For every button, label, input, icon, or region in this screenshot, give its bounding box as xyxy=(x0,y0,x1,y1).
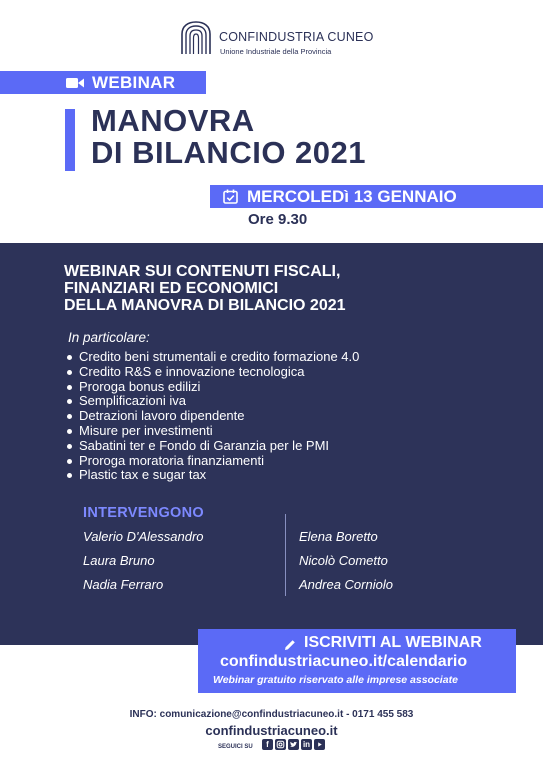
topic-item: Proroga bonus edilizi xyxy=(66,380,359,395)
linkedin-icon[interactable]: in xyxy=(302,740,311,749)
topic-item: Credito R&S e innovazione tecnologica xyxy=(66,365,359,380)
topic-item: Sabatini ter e Fondo di Garanzia per le PMI xyxy=(66,439,359,454)
org-subtitle: Unione Industriale della Provincia xyxy=(220,47,332,56)
webinar-label: WEBINAR xyxy=(92,73,176,92)
panel-heading xyxy=(64,263,346,314)
speaker-name: Laura Bruno xyxy=(83,553,155,568)
speakers-heading: INTERVENGONO xyxy=(83,505,204,521)
page-title xyxy=(91,105,366,169)
instagram-icon[interactable] xyxy=(275,739,286,750)
speaker-name: Nicolò Cometto xyxy=(299,553,388,568)
video-camera-icon xyxy=(66,77,84,89)
follow-label: SEGUICI SU xyxy=(218,744,253,750)
panel-heading-line: FINANZIARI ED ECONOMICI xyxy=(64,280,279,297)
speaker-name: Nadia Ferraro xyxy=(83,577,164,592)
topic-item: Semplificazioni iva xyxy=(66,394,359,409)
event-time: Ore 9.30 xyxy=(248,211,308,228)
twitter-icon[interactable] xyxy=(288,739,299,750)
pencil-icon xyxy=(284,639,296,651)
register-cta[interactable] xyxy=(198,629,516,693)
title-accent-bar xyxy=(65,109,75,171)
website-link[interactable]: confindustriacuneo.it xyxy=(205,723,338,738)
webinar-tag xyxy=(0,71,206,94)
title-line-2: DI BILANCIO 2021 xyxy=(91,135,367,170)
topic-item: Detrazioni lavoro dipendente xyxy=(66,409,359,424)
event-date: MERCOLEDì 13 GENNAIO xyxy=(247,187,457,206)
speakers-divider xyxy=(285,514,286,596)
org-name: CONFINDUSTRIA CUNEO xyxy=(219,30,374,44)
calendar-icon xyxy=(223,189,238,204)
topics-list xyxy=(66,350,359,483)
register-cta-label[interactable]: ISCRIVITI AL WEBINAR xyxy=(304,634,482,651)
topic-item: Proroga moratoria finanziamenti xyxy=(66,454,359,469)
title-line-1: MANOVRA xyxy=(91,103,255,138)
panel-heading-line: WEBINAR SUI CONTENUTI FISCALI, xyxy=(64,263,341,280)
topic-item: Misure per investimenti xyxy=(66,424,359,439)
register-link[interactable]: confindustriacuneo.it/calendario xyxy=(220,653,468,670)
topic-item: Credito beni strumentali e credito formazione 4.0 xyxy=(66,350,359,365)
topic-item: Plastic tax e sugar tax xyxy=(66,468,359,483)
speaker-name: Andrea Corniolo xyxy=(299,577,393,592)
register-note: Webinar gratuito riservato alle imprese associate xyxy=(213,674,458,686)
youtube-icon[interactable] xyxy=(314,739,325,750)
speaker-name: Valerio D'Alessandro xyxy=(83,529,204,544)
topics-intro: In particolare: xyxy=(68,330,150,345)
speaker-name: Elena Boretto xyxy=(299,529,378,544)
content-panel xyxy=(0,243,543,645)
event-date-bar xyxy=(210,185,543,208)
confindustria-emblem-icon xyxy=(178,20,214,56)
org-logo xyxy=(178,20,378,60)
facebook-icon[interactable]: f xyxy=(262,739,273,750)
panel-heading-line: DELLA MANOVRA DI BILANCIO 2021 xyxy=(64,297,346,314)
contact-info: INFO: comunicazione@confindustriacuneo.it - 0171 455 583 xyxy=(129,709,414,720)
